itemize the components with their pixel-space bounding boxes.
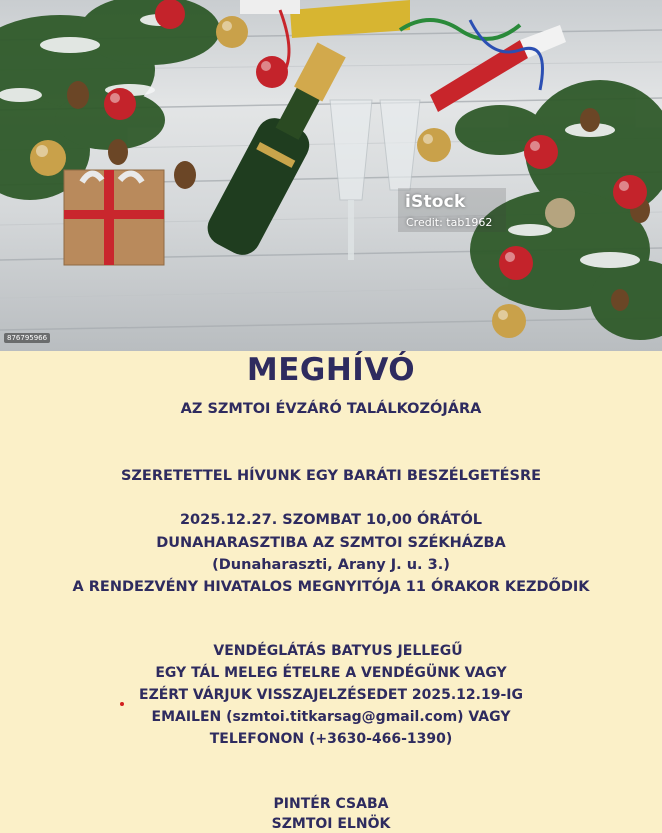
invitation-title: MEGHÍVÓ [246,352,416,388]
image-id-label: 876795966 [4,333,50,343]
catering-line-1: VENDÉGLÁTÁS BATYUS JELLEGŰ [213,643,463,659]
date-line: 2025.12.27. SZOMBAT 10,00 ÓRÁTÓL [179,512,483,528]
signer-name: PINTÉR CSABA [273,796,389,812]
istock-watermark: iStock [405,192,466,212]
address-line: (Dunaharaszti, Arany J. u. 3.) [212,557,450,573]
greeting-line: SZERETETTEL HÍVUNK EGY BARÁTI BESZÉLGETÉSRE [120,468,542,484]
rsvp-email-line: EMAILEN (szmtoi.titkarsag@gmail.com) VAGY [151,709,511,725]
christmas-champagne-illustration [0,0,662,351]
catering-line-2: EGY TÁL MELEG ÉTELRE A VENDÉGÜNK VAGY [155,665,507,681]
rsvp-phone-line: TELEFONON (+3630-466-1390) [209,731,453,747]
photo-credit: Credit: tab1962 [406,216,493,229]
header-photo [0,0,662,351]
rsvp-line: EZÉRT VÁRJUK VISSZAJELZÉSEDET 2025.12.19-IG [139,687,523,703]
venue-line: DUNAHARASZTIBA AZ SZMTOI SZÉKHÁZBA [156,535,506,551]
invitation-subtitle: AZ SZMTOI ÉVZÁRÓ TALÁLKOZÓJÁRA [180,401,482,417]
opening-line: A RENDEZVÉNY HIVATALOS MEGNYITÓJA 11 ÓRAKOR KEZDŐDIK [72,579,590,595]
signer-title: SZMTOI ELNÖK [271,816,391,832]
